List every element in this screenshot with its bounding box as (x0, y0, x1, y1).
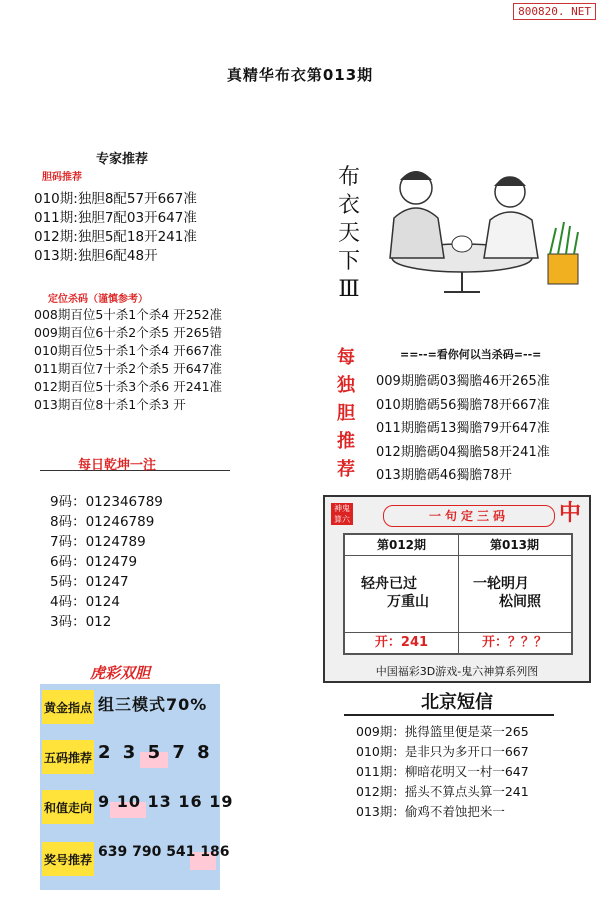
tiger-title: 虎彩双胆 (90, 664, 151, 682)
left-result: 开：241 (345, 632, 458, 653)
beijing-list (356, 722, 529, 822)
right-result: 开：？？？ (458, 632, 571, 653)
list-item: 009期膽碼03獨膽46开265准 (376, 374, 550, 389)
kill-header: ==--=看你何以当杀码=--= (400, 348, 542, 361)
list-item: 011期百位7十杀2个杀5 开647准 (34, 361, 223, 376)
row-value: 9 10 13 16 19 (98, 792, 234, 811)
list-item: 6码：012479 (50, 554, 138, 570)
list-item: 8码：01246789 (50, 514, 155, 530)
list-item: 7码：0124789 (50, 534, 146, 550)
box-footer: 中国福彩3D游戏-鬼六神算系列图 (375, 665, 539, 678)
beijing-title: 北京短信 (421, 692, 493, 713)
badge-icon: 神鬼 算六 (331, 503, 353, 525)
list-item: 010期百位5十杀1个杀4 开667准 (34, 343, 223, 358)
right-period: 第013期 (458, 535, 571, 556)
list-item: 008期百位5十杀1个杀4 开252准 (34, 307, 223, 322)
list-item: 3码：012 (50, 614, 112, 630)
list-item: 011期膽碼13獨膽79开647准 (376, 421, 550, 436)
table-row (40, 836, 230, 884)
list-item: 010期：是非只为多开口一667 (356, 744, 529, 759)
tiger-panel (40, 684, 234, 890)
right-verse-2: 松间照 (499, 594, 541, 610)
one-sentence-box (323, 495, 591, 683)
left-verse-2: 万重山 (387, 594, 429, 610)
list-item: 012期：摇头不算点头算一241 (356, 784, 529, 799)
dan-subtitle: 胆码推荐 (42, 172, 82, 183)
page-title: 真精华布衣第013期 (226, 66, 374, 84)
row-value: 639 790 541 186 (98, 844, 230, 860)
dan-list (34, 190, 197, 266)
list-item: 4码：0124 (50, 594, 120, 610)
divider (344, 714, 554, 716)
list-item: 012期膽碼04獨膽58开241准 (376, 444, 550, 460)
row-value: 2 3 5 7 8 (98, 742, 213, 763)
table-row (40, 784, 234, 832)
box-title: 一句定三码 (383, 505, 555, 527)
list-item: 9码：012346789 (50, 494, 163, 510)
code-list (50, 492, 163, 632)
row-label: 奖号推荐 (42, 842, 94, 876)
cartoon-vertical-title: 布衣天下Ⅲ (337, 165, 360, 302)
cartoon-illustration (334, 158, 588, 298)
row-label: 和值走向 (42, 790, 94, 824)
list-item: 5码：01247 (50, 574, 129, 590)
list-item: 013期:独胆6配48开 (34, 248, 158, 264)
zhong-icon: 中 (558, 501, 581, 526)
list-item: 010期:独胆8配57开667准 (34, 191, 197, 207)
list-item: 011期:独胆7配03开647准 (34, 210, 197, 226)
list-item: 013期：偷鸡不着蚀把米一 (356, 804, 505, 819)
table-row (40, 684, 220, 732)
kill-subtitle: 定位杀码（谨慎参考） (48, 294, 148, 305)
list-item: 010期膽碼56獨膽78开667准 (376, 397, 550, 413)
row-label: 黄金指点 (42, 690, 94, 724)
left-period: 第012期 (345, 535, 458, 556)
list-item: 009期百位6十杀2个杀5 开265错 (34, 325, 223, 340)
list-item: 013期膽碼46獨膽78开 (376, 468, 512, 483)
list-item: 009期：挑得篮里便是菜一265 (356, 724, 529, 739)
expert-title: 专家推荐 (96, 152, 149, 167)
left-verse-1: 轻舟已过 (361, 576, 417, 592)
row-value: 组三模式70% (98, 695, 208, 714)
row-label: 五码推荐 (42, 740, 94, 774)
right-dan-list (376, 370, 550, 488)
list-item: 012期:独胆5配18开241准 (34, 229, 197, 245)
box-table (343, 533, 573, 655)
vertical-daily-title: 每独胆推荐 (337, 347, 355, 480)
table-row (40, 734, 220, 782)
list-item: 012期百位5十杀3个杀6 开241准 (34, 379, 223, 394)
site-watermark: 800820. NET (513, 3, 596, 20)
list-item: 011期：柳暗花明又一村一647 (356, 764, 529, 779)
daily-title: 每日乾坤一注 (78, 458, 157, 473)
kill-list (34, 306, 222, 414)
list-item: 013期百位8十杀1个杀3 开 (34, 397, 186, 412)
right-verse-1: 一轮明月 (473, 576, 529, 592)
